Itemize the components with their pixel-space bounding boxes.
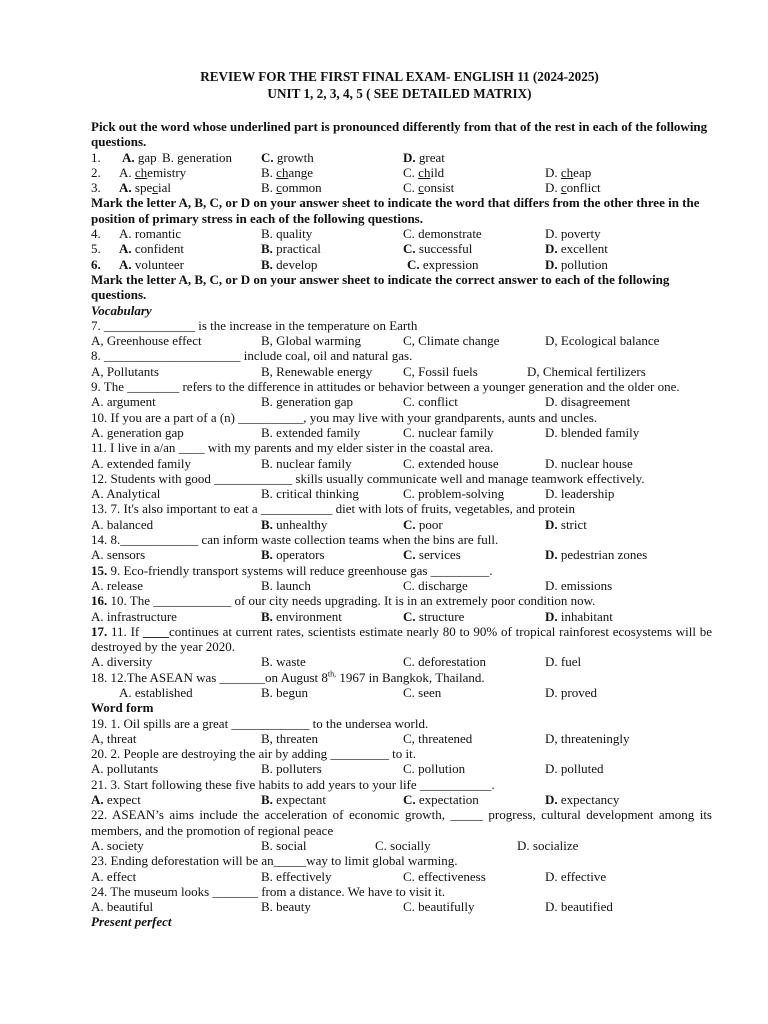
option-a: A. society — [91, 837, 144, 853]
option-a: A. generation gap — [91, 424, 184, 440]
option-d: D. socialize — [517, 837, 579, 853]
answer-options — [91, 761, 712, 776]
option-a: A, threat — [91, 730, 137, 746]
option-b: B. generation gap — [261, 394, 354, 410]
option-d: D. expectancy — [545, 792, 620, 808]
answer-options — [91, 486, 712, 501]
answer-options — [91, 425, 712, 440]
option-a: A. beautiful — [91, 899, 154, 915]
question-row: 5. A. confident B. practical C. successful D. excellent — [91, 241, 608, 257]
option-a: A. confident — [119, 241, 184, 257]
option-c: C. conflict — [403, 394, 458, 410]
option-c: C. structure — [403, 608, 465, 624]
option-a: A. romantic — [119, 226, 182, 242]
option-c: C. effectiveness — [403, 868, 486, 884]
question-text: 10. If you are a part of a (n) __________, you may live with your grandparents, aunts and uncles. — [91, 409, 598, 425]
option-d: D. cheap — [545, 164, 592, 180]
option-c: C, Fossil fuels — [403, 363, 478, 379]
question-text: 13. 7. It's also important to eat a ___________ diet with lots of fruits, vegetables, and protein — [91, 501, 575, 517]
answer-options — [91, 792, 712, 807]
answer-options — [91, 609, 712, 624]
instruction-pronunciation: Pick out the word whose underlined part is pronounced differently from that of the rest in each of the following questions. — [91, 119, 708, 150]
option-b: B. critical thinking — [261, 486, 359, 502]
option-b: B. environment — [261, 608, 342, 624]
answer-options — [91, 838, 712, 853]
option-b: B. effectively — [261, 868, 332, 884]
answer-options — [91, 685, 712, 700]
question-text: 20. 2. People are destroying the air by adding _________ to it. — [91, 746, 416, 762]
option-a: A. volunteer — [119, 256, 184, 272]
answer-options — [91, 869, 712, 884]
heading-vocabulary: Vocabulary — [91, 302, 152, 318]
option-d: D. inhabitant — [545, 608, 613, 624]
option-b: B. change — [261, 164, 313, 180]
option-d: D. emissions — [545, 577, 613, 593]
option-a: A. balanced — [91, 516, 154, 532]
option-b: B. develop — [261, 256, 318, 272]
question-text: 18. 12.The ASEAN was _______on August $8^{th,}$ 1967 in Bangkok, Thailand. — [91, 669, 485, 685]
heading-present-perfect: Present perfect — [91, 914, 172, 930]
question-text: 12. Students with good ____________ skills usually communicate well and manage teamwork effectively. — [91, 470, 645, 486]
question-row: 2. A. chemistry B. change C. child D. cheap — [91, 164, 592, 180]
option-d: D. effective — [545, 868, 607, 884]
question-text: 22. ASEAN’s aims include the acceleration of economic growth, _____ progress, cultural development among its members, and the promotion of regional peace — [91, 807, 712, 838]
option-b: B. generation — [162, 149, 233, 165]
option-a: A. special — [119, 180, 172, 196]
option-d: D. beautified — [545, 899, 613, 915]
heading-word-form: Word form — [91, 700, 154, 716]
option-d: D. poverty — [545, 226, 601, 242]
option-d: D. pollution — [545, 256, 608, 272]
answer-options — [91, 578, 712, 593]
option-d: D. excellent — [545, 241, 608, 257]
option-d: D. great — [403, 149, 445, 165]
option-b: B. common — [261, 180, 322, 196]
option-b: B. waste — [261, 654, 306, 670]
option-b: B, threaten — [261, 730, 319, 746]
answer-options — [91, 731, 712, 746]
question-text: 19. 1. Oil spills are a great ____________ to the undersea world. — [91, 715, 429, 731]
question-row: 1. A. gap B. generation C. growth D. great — [91, 149, 445, 165]
answer-options — [91, 517, 712, 532]
option-b: B, Global warming — [261, 333, 362, 349]
question-text: 24. The museum looks _______ from a distance. We have to visit it. — [91, 883, 446, 899]
option-c: C. pollution — [403, 761, 466, 777]
question-row: 6. A. volunteer B. develop C. expression D. pollution — [91, 256, 608, 272]
question-text: 9. The ________ refers to the difference in attitudes or behavior between a younger generation and the older one. — [91, 379, 680, 395]
option-c: C. services — [403, 547, 461, 563]
option-b: B. practical — [261, 241, 321, 257]
option-d: D. polluted — [545, 761, 604, 777]
option-a: A, Pollutants — [91, 363, 159, 379]
option-d: D, threateningly — [545, 730, 630, 746]
answer-options — [91, 394, 712, 409]
option-d: D. proved — [545, 684, 597, 700]
option-a: A. sensors — [91, 547, 146, 563]
option-c: C. expectation — [403, 792, 479, 808]
option-b: B. social — [261, 837, 307, 853]
answer-options — [91, 364, 712, 379]
option-b: B. nuclear family — [261, 455, 352, 471]
option-c: C. problem-solving — [403, 486, 505, 502]
question-row: 4. A. romantic B. quality C. demonstrate D. poverty — [91, 226, 601, 242]
question-text: 23. Ending deforestation will be an_____way to limit global warming. — [91, 853, 458, 869]
question-text: 21. 3. Start following these five habits to add years to your life ___________. — [91, 776, 495, 792]
option-a: A. established — [119, 684, 193, 700]
question-text: 17. 11. If ____continues at current rates, scientists estimate nearly 80 to 90% of tropical rainforest ecosystems will be destroyed by the year 2020. — [91, 623, 712, 655]
option-c: C. poor — [403, 516, 443, 532]
answer-options — [91, 899, 712, 914]
question-text: 7. ______________ is the increase in the temperature on Earth — [91, 317, 418, 333]
option-a: A. chemistry — [119, 164, 187, 180]
question-text: 15. 9. Eco-friendly transport systems will reduce greenhouse gas _________. — [91, 562, 493, 578]
option-a: A. expect — [91, 792, 141, 808]
option-c: C. socially — [375, 837, 431, 853]
option-a: A. diversity — [91, 654, 153, 670]
option-b: B. unhealthy — [261, 516, 328, 532]
option-c: C. nuclear family — [403, 424, 494, 440]
answer-options — [91, 456, 712, 471]
option-c: C. consist — [403, 180, 455, 196]
option-c: C. successful — [403, 241, 473, 257]
option-a: A. argument — [91, 394, 156, 410]
option-c: C. child — [403, 164, 445, 180]
option-d: D. pedestrian zones — [545, 547, 648, 563]
document-subtitle: UNIT 1, 2, 3, 4, 5 ( SEE DETAILED MATRIX) — [267, 86, 532, 101]
option-a: A. gap — [122, 149, 157, 165]
option-b: B, Renewable energy — [261, 363, 373, 379]
option-b: B. operators — [261, 547, 325, 563]
option-a: A. effect — [91, 868, 137, 884]
option-b: B. extended family — [261, 424, 361, 440]
instruction-stress: Mark the letter A, B, C, or D on your answer sheet to indicate the word that differs from the other three in the position of primary stress in each of the following questions. — [91, 195, 700, 226]
option-a: A. Analytical — [91, 486, 161, 502]
question-text: 14. 8.____________ can inform waste collection teams when the bins are full. — [91, 532, 499, 548]
option-a: A. release — [91, 577, 143, 593]
option-d: D. nuclear house — [545, 455, 633, 471]
option-d: D. conflict — [545, 180, 601, 196]
question-text: 16. 10. The ____________ of our city needs upgrading. It is in an extremely poor condition now. — [91, 593, 596, 609]
option-b: B. launch — [261, 577, 311, 593]
question-text: 11. I live in a/an ____ with my parents and my elder sister in the coastal area. — [91, 440, 494, 456]
option-b: B. expectant — [261, 792, 326, 808]
answer-options — [91, 333, 712, 348]
option-c: C. deforestation — [403, 654, 487, 670]
option-d: D. strict — [545, 516, 587, 532]
option-a: A. infrastructure — [91, 608, 177, 624]
option-d: D. fuel — [545, 654, 582, 670]
option-a: A. extended family — [91, 455, 191, 471]
question-text: 8. _____________________ include coal, oil and natural gas. — [91, 348, 413, 364]
option-d: D. blended family — [545, 424, 640, 440]
option-b: B. polluters — [261, 761, 322, 777]
document-title: REVIEW FOR THE FIRST FINAL EXAM- ENGLISH 11 (2024-2025) — [200, 69, 599, 84]
option-a: A. pollutants — [91, 761, 159, 777]
option-c: C. demonstrate — [403, 226, 482, 242]
option-c: C. seen — [403, 684, 442, 700]
option-d: D. disagreement — [545, 394, 631, 410]
option-c: C. beautifully — [403, 899, 475, 915]
option-a: A, Greenhouse effect — [91, 333, 202, 349]
option-c: C, threatened — [403, 730, 473, 746]
option-c: C. extended house — [403, 455, 499, 471]
option-c: C. expression — [407, 256, 479, 272]
option-b: B. begun — [261, 684, 308, 700]
option-c: C, Climate change — [403, 333, 500, 349]
option-d: D. leadership — [545, 486, 615, 502]
option-b: B. quality — [261, 226, 313, 242]
option-b: B. beauty — [261, 899, 311, 915]
instruction-correct-answer: Mark the letter A, B, C, or D on your answer sheet to indicate the correct answer to each of the following questions. — [91, 271, 670, 303]
question-row: 3. A. special B. common C. consist D. conflict — [91, 180, 601, 196]
option-c: C. growth — [261, 149, 314, 165]
option-c: C. discharge — [403, 577, 468, 593]
option-d: D, Chemical fertilizers — [527, 363, 646, 379]
answer-options — [91, 547, 712, 562]
option-d: D, Ecological balance — [545, 333, 660, 349]
answer-options — [91, 654, 712, 669]
